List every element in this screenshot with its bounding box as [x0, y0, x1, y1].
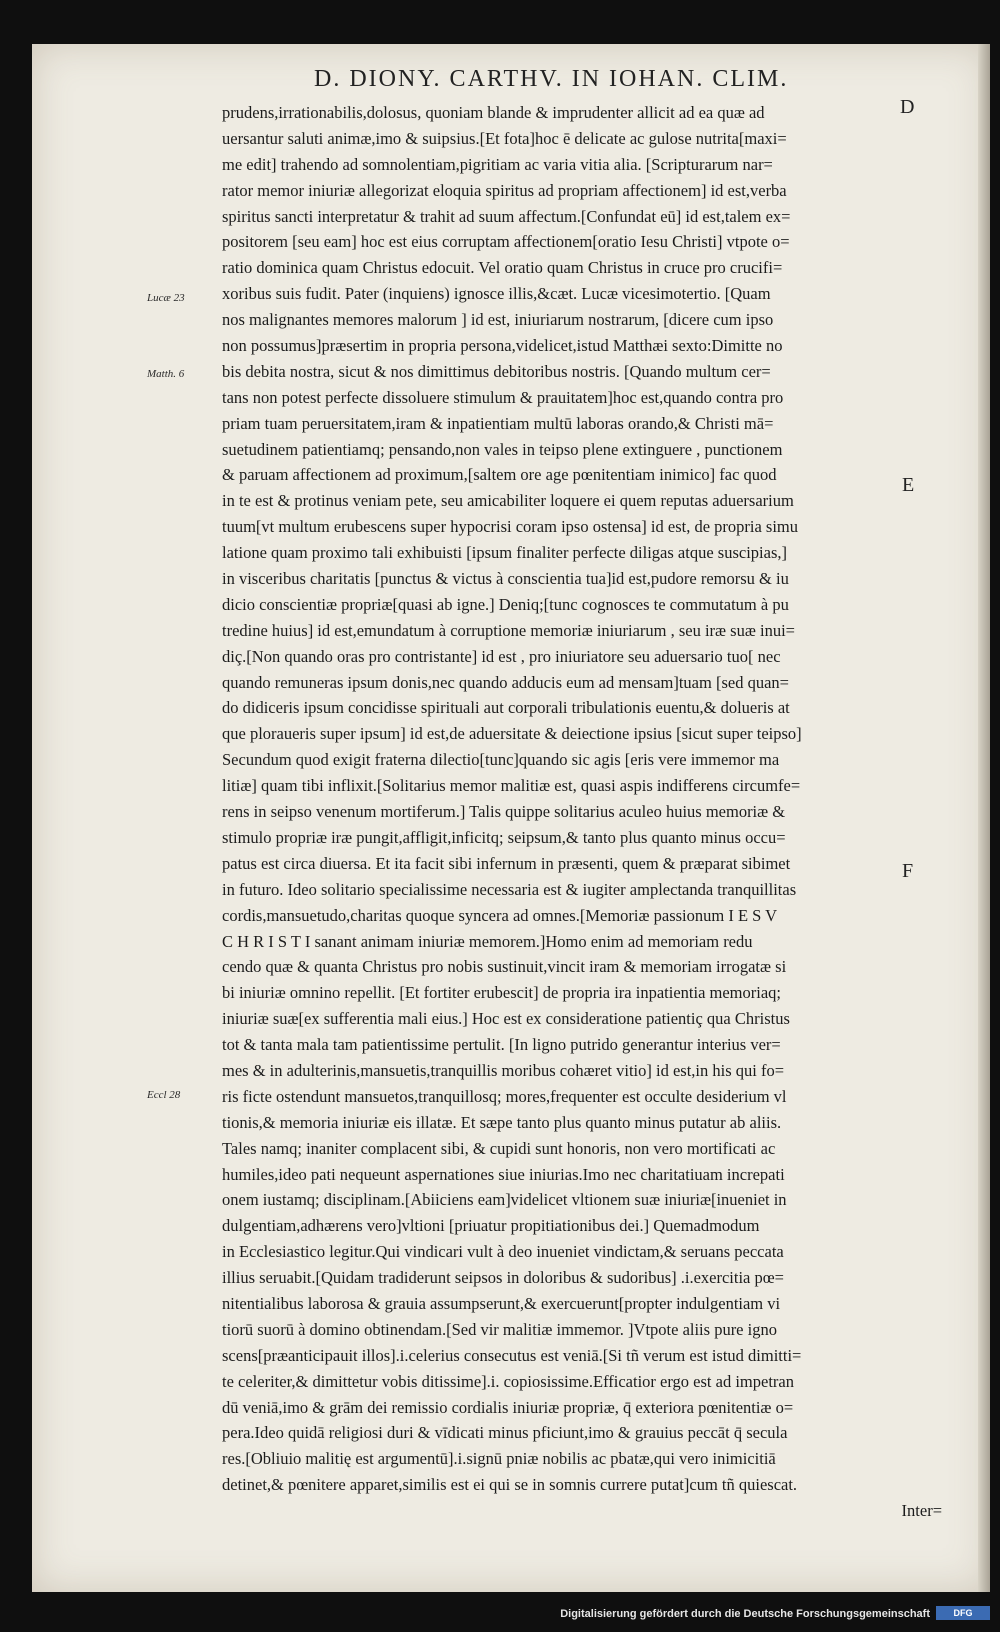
dfg-logo: DFG	[936, 1606, 990, 1620]
text-line: mes & in adulterinis,mansuetis,tranquillis moribus cohæret vitio] id est,in his qui fo=	[222, 1060, 784, 1080]
text-line: cordis,mansuetudo,charitas quoque syncera ad omnes.[Memoriæ passionum I E S V	[222, 905, 778, 925]
text-line: bi iniuriæ omnino repellit. [Et fortiter erubescit] de propria ira inpatientia memoriaq;	[222, 983, 781, 1003]
text-line: que ploraueris super ipsum] id est,de aduersitate & deiectione ipsius [sicut super teipso]	[222, 724, 802, 744]
text-line: ris ficte ostendunt mansuetos,tranquillosq; mores,frequenter est occulte desiderium vl	[222, 1086, 787, 1106]
text-line: onem iustamq; disciplinam.[Abiiciens eam]videlicet vltionem suæ iniuriæ[inueniet in	[222, 1190, 787, 1210]
text-line: detinet,& pœnitere apparet,similis est ei qui se in somnis currere putat]cum tñ quiescat.	[222, 1475, 798, 1495]
margin-note-luke: Lucæ 23	[147, 292, 185, 304]
text-line: quando remuneras ipsum donis,nec quando adducis eum ad mensam]tuam [sed quan=	[222, 672, 789, 692]
text-line: suetudinem patientiamq; pensando,non vales in teipso plene extinguere , punctionem	[222, 439, 783, 459]
text-line: rator memor iniuriæ allegorizat eloquia spiritus ad propriam affectionem] id est,verba	[222, 180, 787, 200]
text-line: do didiceris ipsum concidisse spirituali aut corporali tribulationis euentu,& dolueris at	[222, 698, 790, 718]
text-line: latione quam proximo tali exhibuisti [ipsum finaliter perfecte diligas atque suscipias,]	[222, 543, 787, 563]
section-letter-d: D	[900, 96, 915, 118]
text-line: res.[Obliuio malitię est argumentū].i.signū pniæ nobilis ac pbatæ,qui vero inimicitiā	[222, 1449, 776, 1469]
text-line: in visceribus charitatis [punctus & victus à conscientia tua]id est,pudore remorsu & iu	[222, 569, 789, 589]
text-line: in futuro. Ideo solitario specialissime necessaria est & iugiter amplectanda tranquillitas	[222, 879, 797, 899]
text-line: spiritus sancti interpretatur & trahit ad suum affectum.[Confundat eū] id est,talem ex=	[222, 206, 791, 226]
text-line: illius seruabit.[Quidam tradiderunt seipsos in doloribus & sudoribus] .i.exercitia pœ=	[222, 1268, 784, 1288]
text-line: dū veniā,imo & grām dei remissio cordialis iniuriæ propriæ, q̄ exteriora pœnitentiæ o=	[222, 1397, 794, 1417]
margin-note-ecclesiasticus: Eccl 28	[147, 1089, 181, 1101]
text-line: cendo quæ & quanta Christus pro nobis sustinuit,vincit iram & memoriam irrogatæ si	[222, 957, 787, 977]
page-edge	[978, 44, 990, 1592]
text-line: in te est & protinus veniam pete, seu amicabiliter loquere ei quem reputas aduersarium	[222, 491, 794, 511]
text-line: ratio dominica quam Christus edocuit. Vel oratio quam Christus in cruce pro crucifi=	[222, 258, 783, 278]
text-line: patus est circa diuersa. Et ita facit sibi infernum in præsenti, quem & præparat sibimet	[222, 853, 791, 873]
text-line: scens[præanticipauit illos].i.celerius consecutus est veniā.[Si tñ verum est istud dimitti=	[222, 1345, 802, 1365]
text-line: bis debita nostra, sicut & nos dimittimus debitoribus nostris. [Quando multum cer=	[222, 361, 771, 381]
section-letter-e: E	[902, 474, 915, 496]
text-line: tiorū suorū à domino obtinendam.[Sed vir malitiæ immemor. ]Vtpote aliis pure igno	[222, 1319, 777, 1339]
digitization-credit: Digitalisierung gefördert durch die Deutsche Forschungsgemeinschaft	[560, 1608, 930, 1620]
text-line: me edit] trahendo ad somnolentiam,pigritiam ac varia vitia alia. [Scripturarum nar=	[222, 154, 773, 174]
text-line: iniuriæ suæ[ex sufferentia mali eius.] Hoc est ex consideratione patientiç qua Christus	[222, 1009, 790, 1029]
text-line: priam tuam peruersitatem,iram & inpatientiam multū laboras orando,& Christi mā=	[222, 413, 774, 433]
text-line: stimulo propriæ iræ pungit,affligit,inficitq; seipsum,& tanto plus quanto minus occu=	[222, 827, 786, 847]
text-line: litiæ] quam tibi inflixit.[Solitarius memor malitiæ est, quasi aspis indifferens circumfe=	[222, 776, 801, 796]
page-body	[222, 100, 942, 1524]
book-page	[32, 44, 990, 1592]
section-letter-f: F	[902, 860, 914, 882]
text-line: dulgentiam,adhærens vero]vltioni [priuatur propitiationibus dei.] Quemadmodum	[222, 1216, 760, 1236]
margin-note-matthew: Matth. 6	[147, 368, 185, 380]
text-line: positorem [seu eam] hoc est eius corruptam affectionem[oratio Iesu Christi] vtpote o=	[222, 232, 790, 252]
text-line: tuum[vt multum erubescens super hypocrisi coram ipso ostensa] id est, de propria simu	[222, 517, 799, 537]
text-line: tionis,& memoria iniuriæ eis illatæ. Et sæpe tanto plus quanto minus putatur ab aliis.	[222, 1112, 782, 1132]
text-line: nos malignantes memores malorum ] id est, iniuriarum nostrarum, [dicere cum ipso	[222, 310, 774, 330]
text-line: te celeriter,& dimittetur vobis ditissime].i. copiosissime.Efficatior ergo est ad impetran	[222, 1371, 794, 1391]
text-line: tans non potest perfecte dissoluere stimulum & prauitatem]hoc est,quando contra pro	[222, 387, 784, 407]
text-line: non possumus]præsertim in propria persona,videlicet,istud Matthæi sexto:Dimitte no	[222, 336, 783, 356]
text-line: prudens,irrationabilis,dolosus, quoniam blande & imprudenter allicit ad ea quæ ad	[222, 103, 765, 122]
text-line: nitentialibus laborosa & grauia assumpserunt,& exercuerunt[propter indulgentiam vi	[222, 1293, 781, 1313]
text-line: C H R I S T I sanant animam iniuriæ memorem.]Homo enim ad memoriam redu	[222, 931, 753, 951]
text-line: uersantur saluti animæ,imo & suipsius.[Et fota]hoc ē delicate ac gulose nutrita[maxi=	[222, 128, 787, 148]
text-line: humiles,ideo pati nequeunt aspernationes siue iniurias.Imo nec charitatiuam increpati	[222, 1164, 785, 1184]
text-line: pera.Ideo quidā religiosi duri & vīdicati minus pficiunt,imo & grauius peccāt q̄ secula	[222, 1423, 788, 1443]
text-line: xoribus suis fudit. Pater (inquiens) ignosce illis,&cæt. Lucæ vicesimotertio. [Quam	[222, 284, 771, 304]
text-line: tot & tanta mala tam patientissime pertulit. [In ligno putrido generantur interius ver=	[222, 1035, 781, 1055]
text-line: Secundum quod exigit fraterna dilectio[tunc]quando sic agis [eris vere immemor ma	[222, 750, 780, 770]
text-line: Tales namq; inaniter complacent sibi, & cupidi sunt honoris, non vero mortificati ac	[222, 1138, 776, 1158]
text-line: rens in seipso venenum mortiferum.] Talis quippe solitarius aculeo huius memoriæ &	[222, 802, 786, 822]
catchword: Inter=	[901, 1501, 942, 1521]
text-line: tredine huius] id est,emundatum à corruptione memoriæ iniuriarum , seu iræ suæ inui=	[222, 620, 795, 640]
text-line: dicio conscientiæ propriæ[quasi ab igne.] Deniq;[tunc cognosces te commutatum à pu	[222, 594, 789, 614]
text-line: in Ecclesiastico legitur.Qui vindicari vult à deo inueniet vindictam,& seruans peccata	[222, 1242, 784, 1262]
text-line: & paruam affectionem ad proximum,[saltem ore age pœnitentiam inimico] fac quod	[222, 465, 777, 485]
text-line: diç.[Non quando oras pro contristante] id est , pro iniuriatore seu aduersario tuo[ nec	[222, 646, 781, 666]
running-header: D. DIONY. CARTHV. IN IOHAN. CLIM.	[314, 66, 789, 92]
